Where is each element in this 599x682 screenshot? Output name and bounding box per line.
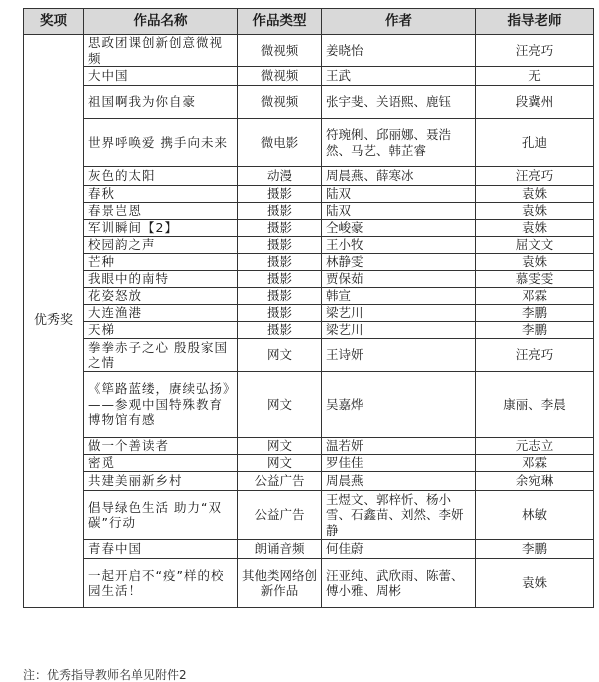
type-cell: 公益广告 — [238, 472, 322, 491]
advisor-cell: 汪亮巧 — [476, 339, 594, 372]
advisor-cell: 袁姝 — [476, 559, 594, 608]
title-cell: 灰色的太阳 — [84, 167, 238, 186]
type-cell: 摄影 — [238, 186, 322, 203]
table-row — [24, 237, 594, 254]
title-cell: 倡导绿色生活 助力“双碳”行动 — [84, 491, 238, 540]
header-title: 作品名称 — [84, 9, 238, 35]
type-cell: 公益广告 — [238, 491, 322, 540]
author-cell: 王煜文、郭梓忻、杨小雪、石鑫苗、刘然、李妍静 — [322, 491, 476, 540]
author-cell: 林静雯 — [322, 254, 476, 271]
table-row — [24, 540, 594, 559]
table-row — [24, 288, 594, 305]
type-cell: 网文 — [238, 455, 322, 472]
type-cell: 微视频 — [238, 35, 322, 67]
advisor-cell: 汪亮巧 — [476, 167, 594, 186]
table-row — [24, 305, 594, 322]
title-cell: 我眼中的南特 — [84, 271, 238, 288]
author-cell: 陆双 — [322, 186, 476, 203]
advisor-cell: 无 — [476, 67, 594, 86]
title-cell: 拳拳赤子之心 殷殷家国之情 — [84, 339, 238, 372]
table-row — [24, 559, 594, 608]
type-cell: 摄影 — [238, 220, 322, 237]
title-cell: 《筚路蓝缕，赓续弘扬》——参观中国特殊教育博物馆有感 — [84, 372, 238, 438]
author-cell: 韩宣 — [322, 288, 476, 305]
title-cell: 青春中国 — [84, 540, 238, 559]
type-cell: 朗诵音频 — [238, 540, 322, 559]
title-cell: 春景岂恩 — [84, 203, 238, 220]
advisor-cell: 慕雯雯 — [476, 271, 594, 288]
author-cell: 符琬俐、邱丽娜、聂浩然、马艺、韩芷睿 — [322, 119, 476, 167]
advisor-cell: 邓霖 — [476, 288, 594, 305]
author-cell: 罗佳佳 — [322, 455, 476, 472]
advisor-cell: 余宛琳 — [476, 472, 594, 491]
author-cell: 何佳蔚 — [322, 540, 476, 559]
table-row — [24, 339, 594, 372]
author-cell: 张宇斐、关语熙、鹿钰 — [322, 86, 476, 119]
type-cell: 网文 — [238, 339, 322, 372]
award-table — [23, 8, 594, 608]
table-row — [24, 254, 594, 271]
type-cell: 摄影 — [238, 288, 322, 305]
table-row — [24, 322, 594, 339]
table-row — [24, 203, 594, 220]
table-row — [24, 472, 594, 491]
advisor-cell: 李鹏 — [476, 540, 594, 559]
title-cell: 花姿怒放 — [84, 288, 238, 305]
author-cell: 仝峻豪 — [322, 220, 476, 237]
type-cell: 摄影 — [238, 322, 322, 339]
table-row — [24, 271, 594, 288]
advisor-cell: 李鹏 — [476, 322, 594, 339]
author-cell: 温若妍 — [322, 438, 476, 455]
author-cell: 王武 — [322, 67, 476, 86]
award-category-cell: 优秀奖 — [24, 35, 84, 608]
title-cell: 大连渔港 — [84, 305, 238, 322]
title-cell: 天梯 — [84, 322, 238, 339]
award-table-container — [23, 8, 593, 608]
type-cell: 微电影 — [238, 119, 322, 167]
table-row — [24, 167, 594, 186]
type-cell: 其他类网络创新作品 — [238, 559, 322, 608]
author-cell: 周晨燕 — [322, 472, 476, 491]
table-body — [24, 35, 594, 608]
advisor-cell: 元志立 — [476, 438, 594, 455]
advisor-cell: 邓霖 — [476, 455, 594, 472]
title-cell: 世界呼唤爱 携手向未来 — [84, 119, 238, 167]
author-cell: 汪亚纯、武欣雨、陈蕾、傅小雅、周彬 — [322, 559, 476, 608]
header-advisor: 指导老师 — [476, 9, 594, 35]
title-cell: 共建美丽新乡村 — [84, 472, 238, 491]
table-row — [24, 220, 594, 237]
type-cell: 摄影 — [238, 237, 322, 254]
advisor-cell: 孔迪 — [476, 119, 594, 167]
table-row — [24, 119, 594, 167]
author-cell: 周晨燕、薛寒冰 — [322, 167, 476, 186]
type-cell: 微视频 — [238, 67, 322, 86]
advisor-cell: 袁姝 — [476, 254, 594, 271]
advisor-cell: 康丽、李晨 — [476, 372, 594, 438]
author-cell: 梁艺川 — [322, 322, 476, 339]
advisor-cell: 汪亮巧 — [476, 35, 594, 67]
title-cell: 祖国啊我为你自豪 — [84, 86, 238, 119]
author-cell: 陆双 — [322, 203, 476, 220]
advisor-cell: 袁姝 — [476, 220, 594, 237]
header-award: 奖项 — [24, 9, 84, 35]
type-cell: 网文 — [238, 438, 322, 455]
table-row — [24, 372, 594, 438]
author-cell: 贾保茹 — [322, 271, 476, 288]
table-row — [24, 86, 594, 119]
header-type: 作品类型 — [238, 9, 322, 35]
type-cell: 动漫 — [238, 167, 322, 186]
title-cell: 思政团课创新创意微视频 — [84, 35, 238, 67]
type-cell: 网文 — [238, 372, 322, 438]
title-cell: 做一个善读者 — [84, 438, 238, 455]
table-row — [24, 67, 594, 86]
advisor-cell: 李鹏 — [476, 305, 594, 322]
title-cell: 一起开启不“疫”样的校园生活！ — [84, 559, 238, 608]
title-cell: 大中国 — [84, 67, 238, 86]
author-cell: 吴嘉烨 — [322, 372, 476, 438]
title-cell: 密觅 — [84, 455, 238, 472]
title-cell: 军训瞬间【2】 — [84, 220, 238, 237]
author-cell: 王小牧 — [322, 237, 476, 254]
title-cell: 春秋 — [84, 186, 238, 203]
type-cell: 微视频 — [238, 86, 322, 119]
advisor-cell: 林敏 — [476, 491, 594, 540]
advisor-cell: 袁姝 — [476, 186, 594, 203]
footnote: 注：优秀指导教师名单见附件2 — [23, 668, 187, 682]
header-author: 作者 — [322, 9, 476, 35]
type-cell: 摄影 — [238, 305, 322, 322]
advisor-cell: 袁姝 — [476, 203, 594, 220]
advisor-cell: 段冀州 — [476, 86, 594, 119]
advisor-cell: 屈文文 — [476, 237, 594, 254]
author-cell: 王诗妍 — [322, 339, 476, 372]
title-cell: 校园韵之声 — [84, 237, 238, 254]
author-cell: 梁艺川 — [322, 305, 476, 322]
table-row — [24, 186, 594, 203]
type-cell: 摄影 — [238, 254, 322, 271]
title-cell: 芒种 — [84, 254, 238, 271]
table-row — [24, 35, 594, 67]
type-cell: 摄影 — [238, 203, 322, 220]
table-row — [24, 455, 594, 472]
type-cell: 摄影 — [238, 271, 322, 288]
table-row — [24, 438, 594, 455]
table-header-row — [24, 9, 594, 35]
table-row — [24, 491, 594, 540]
author-cell: 姜晓怡 — [322, 35, 476, 67]
